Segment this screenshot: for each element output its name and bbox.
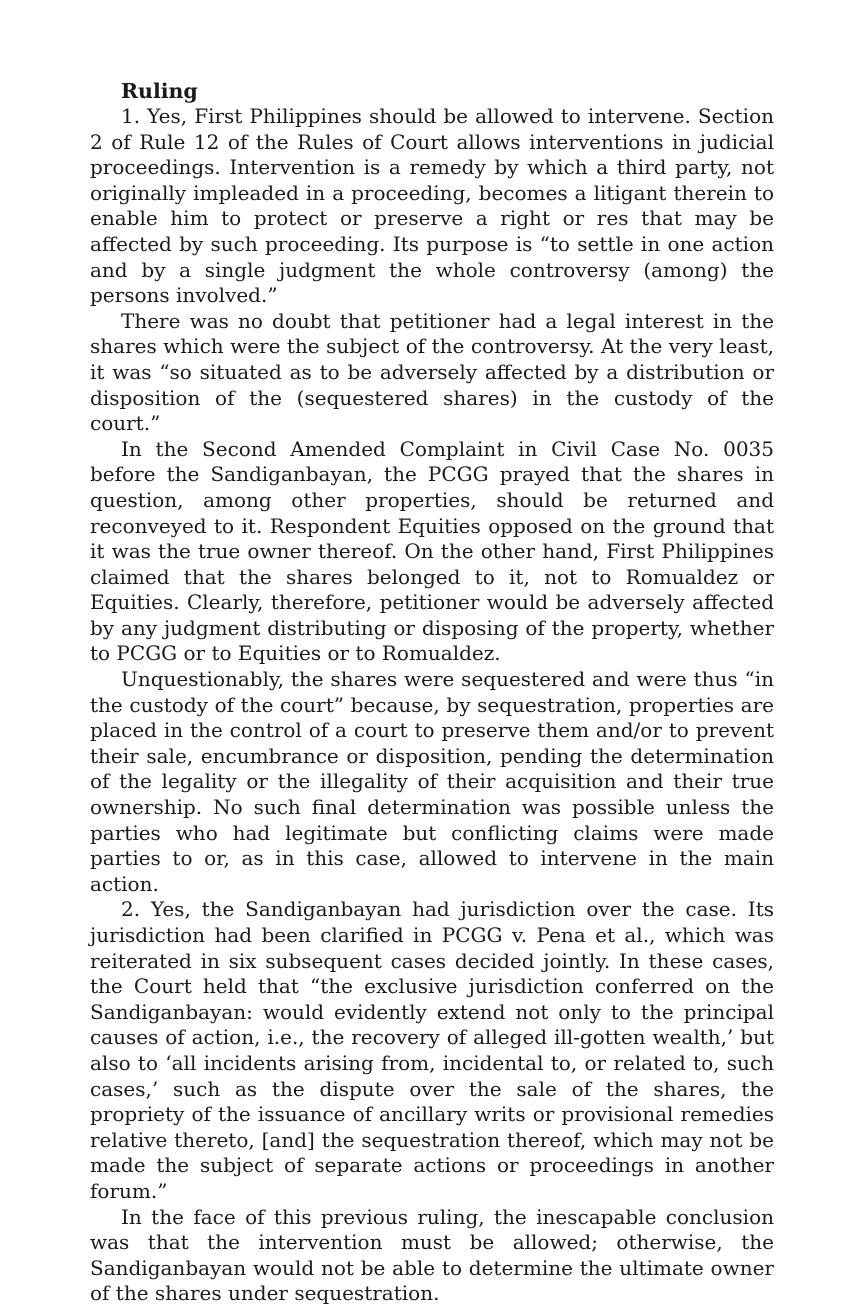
- paragraph-6: In the face of this previous ruling, the inescapable conclusion was that the intervention must be allowed; otherwise, the Sandiganbayan would not be able to determine the ultimate owner of the shares under sequestration.: [90, 1204, 774, 1306]
- paragraph-3: In the Second Amended Complaint in Civil Case No. 0035 before the Sandiganbayan, the PCGG prayed that the shares in question, among other properties, should be returned and reconveyed to it. Respondent Equities opposed on the ground that it was the true owner thereof. On the other hand, First Philippines claimed that the shares belonged to it, not to Romualdez or Equities. Clearly, therefore, petitioner would be adversely affected by any judgment distributing or disposing of the property, whether to PCGG or to Equities or to Romualdez.: [90, 436, 774, 666]
- paragraph-1: 1. Yes, First Philippines should be allowed to intervene. Section 2 of Rule 12 of the Rules of Court allows interventions in judicial proceedings. Intervention is a remedy by which a third party, not originally impleaded in a proceeding, becomes a litigant therein to enable him to protect or preserve a right or res that may be affected by such proceeding. Its purpose is “to settle in one action and by a single judgment the whole controversy (among) the persons involved.”: [90, 104, 774, 308]
- paragraph-5: 2. Yes, the Sandiganbayan had jurisdiction over the case. Its jurisdiction had been clarified in PCGG v. Pena et al., which was reiterated in six subsequent cases decided jointly. In these cases, the Court held that “the exclusive jurisdiction conferred on the Sandiganbayan: would evidently extend not only to the principal causes of action, i.e., the recovery of alleged ill-gotten wealth,’ but also to ‘all incidents arising from, incidental to, or related to, such cases,’ such as the dispute over the sale of the shares, the propriety of the issuance of ancillary writs or provisional remedies relative thereto, [and] the sequestration thereof, which may not be made the subject of separate actions or proceedings in another forum.”: [90, 897, 774, 1203]
- paragraph-4: Unquestionably, the shares were sequestered and were thus “in the custody of the court” because, by sequestration, properties are placed in the control of a court to preserve them and/or to prevent their sale, encumbrance or disposition, pending the determination of the legality or the illegality of their acquisition and their true ownership. No such final determination was possible unless the parties who had legitimate but conflicting claims were made parties to or, as in this case, allowed to intervene in the main action.: [90, 667, 774, 896]
- paragraph-2: There was no doubt that petitioner had a legal interest in the shares which were the subject of the controversy. At the very least, it was “so situated as to be adversely affected by a distribution or disposition of the (sequestered shares) in the custody of the court.”: [90, 308, 774, 436]
- section-heading: Ruling: [121, 79, 198, 103]
- document-page: [90, 78, 774, 1307]
